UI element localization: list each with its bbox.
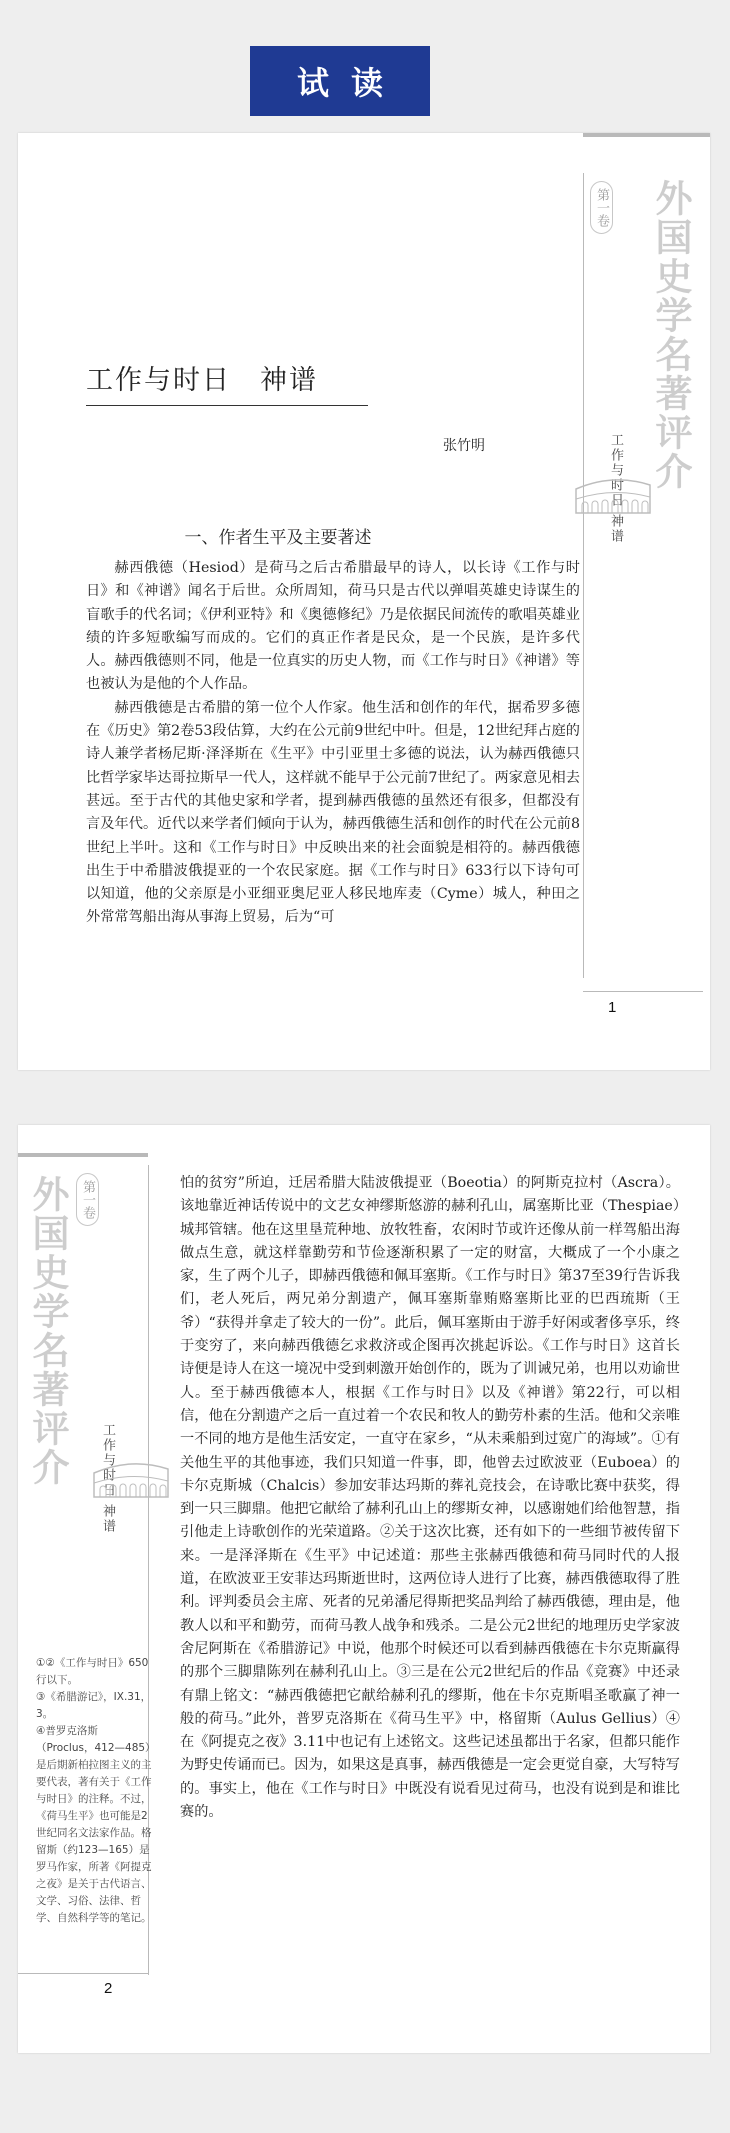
page-title: 工作与时日 神谱 [86, 358, 368, 406]
folio-rule [18, 1973, 148, 1974]
series-title: 外国史学名著评介 [26, 1175, 69, 1487]
work-subtitle: 工作与时日 神谱 [608, 433, 623, 545]
colosseum-icon [90, 1455, 172, 1501]
footnotes [36, 1655, 154, 1927]
book-page-2 [18, 1125, 710, 2053]
footnote: ③《希腊游记》，IX.31，3。 [36, 1691, 152, 1720]
paragraph: 赫西俄德（Hesiod）是荷马之后古希腊最早的诗人，以长诗《工作与时日》和《神谱》闻名于后世。众所周知，荷马只是古代以弹唱英雄史诗谋生的盲歌手的代名词；《伊利亚特》和《奥德修纪》乃是依据民间流传的歌唱英雄业绩的许多短歌编写而成的。它们的真正作者是民众，是一个民族，是许多代人。赫西俄德则不同，他是一位真实的历史人物，而《工作与时日》《神谱》等也被认为是他的个人作品。 [86, 560, 580, 693]
volume-label: 第一卷 [76, 1173, 99, 1226]
author-name: 张竹明 [443, 438, 485, 454]
series-title: 外国史学名著评介 [649, 179, 692, 491]
sideband-rule [583, 133, 710, 137]
volume-label: 第一卷 [590, 181, 613, 234]
paragraph: 赫西俄德是古希腊的第一位个人作家。他生活和创作的年代，据希罗多德在《历史》第2卷53段估算，大约在公元前9世纪中叶。但是，12世纪拜占庭的诗人兼学者杨尼斯·泽泽斯在《生平》中引亚里士多德的说法，认为赫西俄德只比哲学家毕达哥拉斯早一代人，这样就不能早于公元前7世纪了。两家意见相去甚远。至于古代的其他史家和学者，提到赫西俄德的虽然还有很多，但都没有言及年代。近代以来学者们倾向于认为，赫西俄德生活和创作的时代在公元前8世纪上半叶。这和《工作与时日》中反映出来的社会面貌是相符的。赫西俄德出生于中希腊波俄提亚的一个农民家庭。据《工作与时日》633行以下诗句可以知道，他的父亲原是小亚细亚奥尼亚人移民地库麦（Cyme）城人，种田之外常常驾船出海从事海上贸易，后为“可 [86, 699, 580, 926]
footnote: ①②《工作与时日》650行以下。 [36, 1657, 149, 1686]
paragraph: 怕的贫穷”所迫，迁居希腊大陆波俄提亚（Boeotia）的阿斯克拉村（Ascra）。该地靠近神话传说中的文艺女神缪斯悠游的赫利孔山，属塞斯比亚（Thespiae）城邦管辖。他在这里垦荒种地、放牧牲畜，农闲时节或许还像从前一样驾船出海做点生意，就这样靠勤劳和节俭逐渐积累了一定的财富，大概成了一个小康之家，生了两个儿子，即赫西俄德和佩耳塞斯。《工作与时日》第37至39行告诉我们，老人死后，两兄弟分割遗产，佩耳塞斯靠贿赂塞斯比亚的巴西琉斯（王爷）“获得并拿走了较大的一份”。此后，佩耳塞斯由于游手好闲或奢侈享乐，终于变穷了，来向赫西俄德乞求救济或企图再次挑起诉讼。《工作与时日》这首长诗便是诗人在这一境况中受到刺激开始创作的，既为了训诫兄弟，也用以劝谕世人。至于赫西俄德本人，根据《工作与时日》以及《神谱》第22行，可以相信，他在分割遗产之后一直过着一个农民和牧人的勤劳朴素的生活。他和父亲唯一不同的地方是他生活安定，一直守在家乡，“从未乘船到过宽广的海域”。①有关他生平的其他事迹，我们只知道一件事，即，他曾去过欧波亚（Euboea）的卡尔克斯城（Chalcis）参加安菲达玛斯的葬礼竞技会，在诗歌比赛中获奖，得到一只三脚鼎。他把它献给了赫利孔山上的缪斯女神，以感谢她们给他智慧，指引他走上诗歌创作的光荣道路。②关于这次比赛，还有如下的一些细节被传留下来。一是泽泽斯在《生平》中记述道：那些主张赫西俄德和荷马同时代的人报道，在欧波亚王安菲达玛斯逝世时，这两位诗人进行了比赛，赫西俄德取得了胜利。评判委员会主席、死者的兄弟潘尼得斯把奖品判给了赫西俄德，理由是，他教人以和平和勤劳，而荷马教人战争和残杀。二是公元2世纪的地理历史学家波舍尼阿斯在《希腊游记》中说，他那个时候还可以看到赫西俄德在卡尔克斯赢得的那个三脚鼎陈列在赫利孔山上。③三是在公元2世纪后的作品《竞赛》中还录有鼎上铭文：“赫西俄德把它献给赫利孔的缪斯，他在卡尔克斯唱圣歌赢了神一般的荷马。”此外，普罗克洛斯在《荷马生平》中，格留斯（Aulus Gellius）④在《阿提克之夜》3.11中也记有上述铭文。这些记述虽都出于名家，但都只能作为野史传诵而已。因为，如果这是真事，赫西俄德是一定会更觉自豪，大写特写的。事实上，他在《工作与时日》中既没有说看见过荷马，也没有说到是和谁比赛的。 [180, 1175, 680, 1821]
work-subtitle: 工作与时日 神谱 [100, 1423, 115, 1535]
page-number: 1 [608, 999, 617, 1016]
folio-rule [583, 991, 703, 992]
page-number: 2 [104, 1980, 113, 1997]
sideband-rule [18, 1153, 148, 1157]
trial-read-banner: 试读 [250, 46, 430, 116]
footnote: ④普罗克洛斯（Proclus，412—485）是后期新柏拉图主义的主要代表，著有关于《工作与时日》的注释。不过，《荷马生平》也可能是2世纪同名文法家作品。格留斯（约123—165）是罗马作家，所著《阿提克之夜》是关于古代语言、文学、习俗、法律、哲学、自然科学等的笔记。 [36, 1725, 152, 1924]
body-text [180, 1172, 680, 1824]
section-heading: 一、作者生平及主要著述 [184, 528, 372, 548]
sideband-divider [583, 173, 584, 978]
body-text [86, 557, 580, 930]
book-page-1 [18, 133, 710, 1070]
colosseum-icon [572, 471, 654, 517]
